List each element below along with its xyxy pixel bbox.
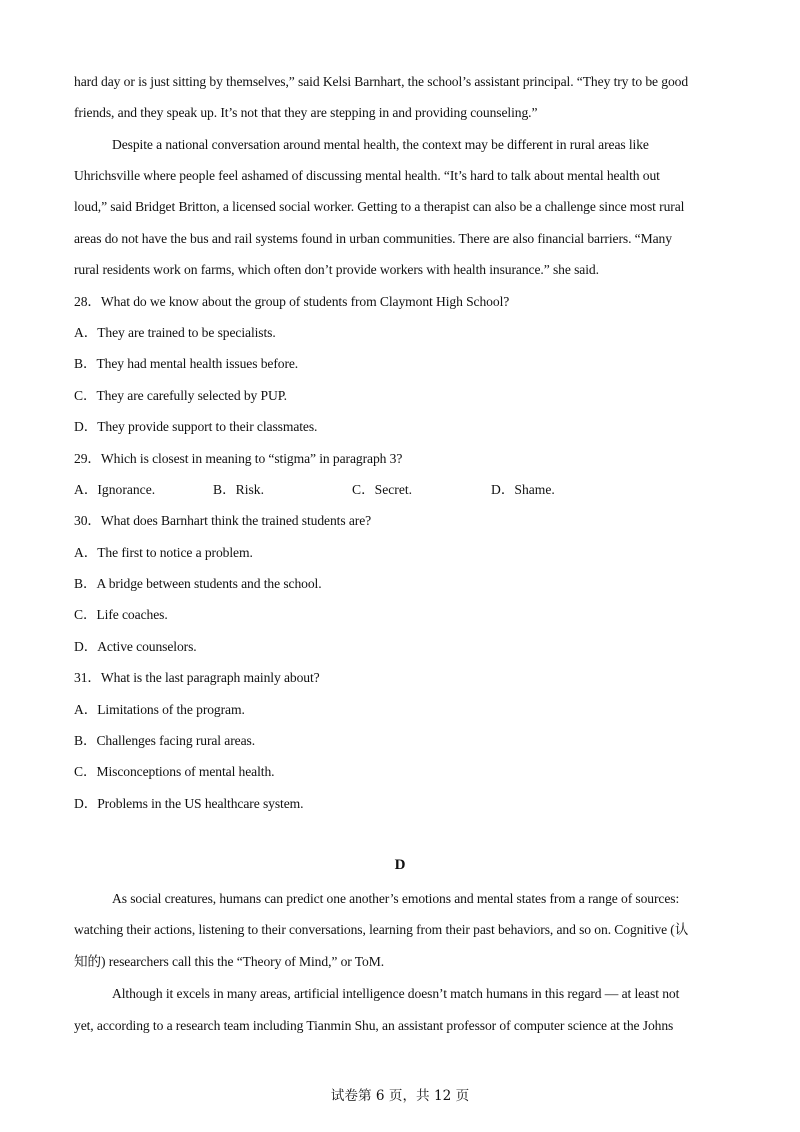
question-30-option-a: A．The first to notice a problem.	[74, 545, 253, 560]
passage-line: Although it excels in many areas, artificial intelligence doesn’t match humans in this regard — at least not	[112, 986, 680, 1001]
question-30-option-b: B．A bridge between students and the school.	[74, 576, 322, 591]
question-30-stem: 30．What does Barnhart think the trained students are?	[74, 513, 372, 528]
passage-line: 知的) researchers call this the “Theory of Mind,” or ToM.	[74, 954, 385, 969]
passage-line: watching their actions, listening to their conversations, learning from their past behaviors, and so on. Cognitive (认	[74, 922, 689, 937]
question-31-option-c: C．Misconceptions of mental health.	[74, 764, 275, 779]
question-31-option-d: D．Problems in the US healthcare system.	[74, 796, 304, 811]
question-29-stem: 29．Which is closest in meaning to “stigma” in paragraph 3?	[74, 451, 403, 466]
passage-line: friends, and they speak up. It’s not that they are stepping in and providing counseling.”	[74, 105, 538, 120]
question-30-option-d: D．Active counselors.	[74, 639, 197, 654]
question-31-option-a: A．Limitations of the program.	[74, 702, 245, 717]
question-29-option-a: A．Ignorance.	[74, 482, 156, 497]
question-28-option-b: B．They had mental health issues before.	[74, 356, 299, 371]
question-28-option-c: C．They are carefully selected by PUP.	[74, 388, 287, 403]
passage-line: yet, according to a research team including Tianmin Shu, an assistant professor of computer science at the Johns	[74, 1018, 674, 1033]
passage-line: rural residents work on farms, which often don’t provide workers with health insurance.” she said.	[74, 262, 599, 277]
passage-line: Uhrichsville where people feel ashamed of discussing mental health. “It’s hard to talk about mental health out	[74, 168, 660, 183]
passage-line: areas do not have the bus and rail systems found in urban communities. There are also financial barriers. “Many	[74, 231, 672, 246]
question-29-option-b: B．Risk.	[213, 482, 264, 497]
question-28-option-a: A．They are trained to be specialists.	[74, 325, 276, 340]
question-31-option-b: B．Challenges facing rural areas.	[74, 733, 255, 748]
passage-line: loud,” said Bridget Britton, a licensed social worker. Getting to a therapist can also be a challenge since most rural	[74, 199, 685, 214]
question-29-option-c: C．Secret.	[352, 482, 413, 497]
section-d-heading: D	[394, 857, 406, 873]
question-31-stem: 31．What is the last paragraph mainly about?	[74, 670, 320, 685]
passage-line: Despite a national conversation around mental health, the context may be different in rural areas like	[112, 137, 649, 152]
passage-line: As social creatures, humans can predict one another’s emotions and mental states from a range of sources:	[112, 891, 680, 906]
question-28-option-d: D．They provide support to their classmates.	[74, 419, 318, 434]
page-footer: 试卷第 6 页，共 12 页	[330, 1088, 470, 1104]
question-30-option-c: C．Life coaches.	[74, 607, 168, 622]
question-29-option-d: D．Shame.	[491, 482, 555, 497]
passage-line: hard day or is just sitting by themselves,” said Kelsi Barnhart, the school’s assistant principal. “They try to be good	[74, 74, 689, 89]
question-28-stem: 28．What do we know about the group of students from Claymont High School?	[74, 294, 510, 309]
